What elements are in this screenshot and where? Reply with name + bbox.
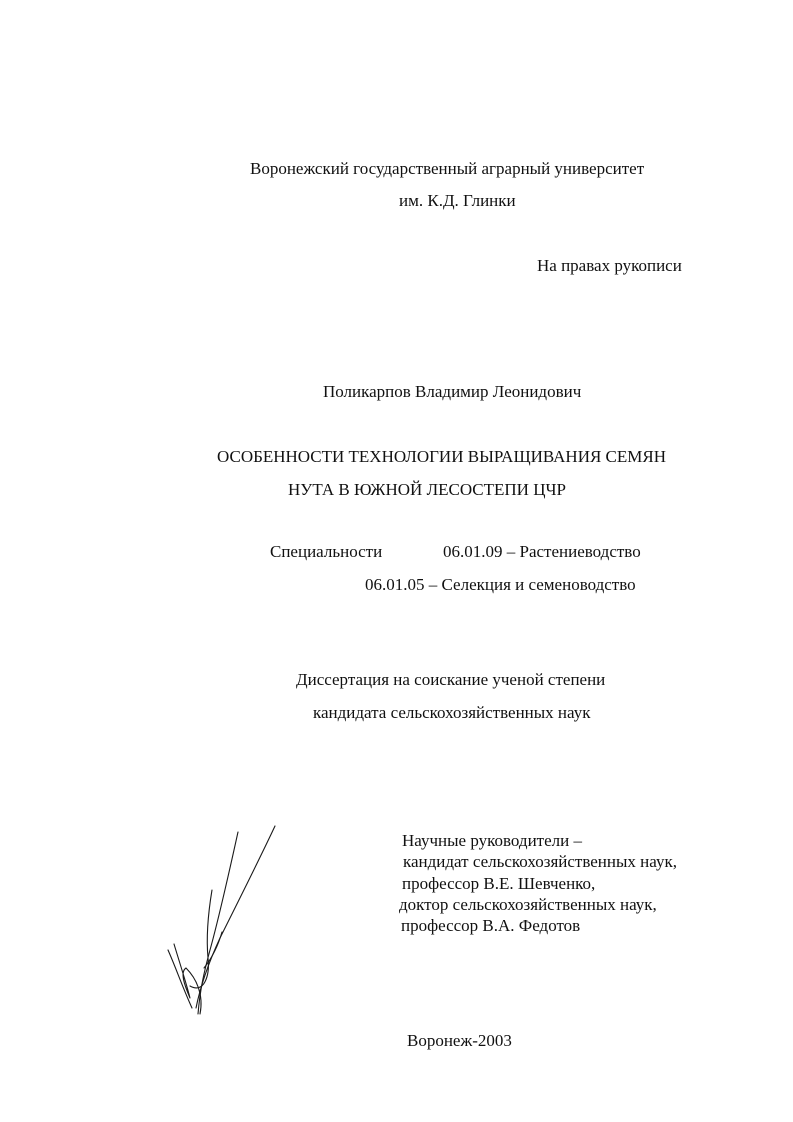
dissertation-line-2: кандидата сельскохозяйственных наук (313, 703, 591, 722)
thesis-title-line-2: НУТА В ЮЖНОЙ ЛЕСОСТЕПИ ЦЧР (288, 480, 566, 499)
supervisor-line: кандидат сельскохозяйственных наук, (403, 852, 677, 871)
author-name: Поликарпов Владимир Леонидович (323, 382, 582, 401)
university-name: Воронежский государственный аграрный университет (250, 159, 645, 178)
thesis-title-line-1: ОСОБЕННОСТИ ТЕХНОЛОГИИ ВЫРАЩИВАНИЯ СЕМЯН (217, 447, 667, 466)
university-named-after: им. К.Д. Глинки (399, 191, 516, 210)
supervisor-line: профессор В.А. Федотов (401, 916, 581, 935)
dissertation-line-1: Диссертация на соискание ученой степени (296, 670, 606, 689)
specialties-label: Специальности (270, 542, 383, 561)
signature-stroke (190, 890, 212, 988)
city-year: Воронеж-2003 (407, 1031, 512, 1050)
signature-stroke (198, 832, 238, 1014)
supervisors-heading: Научные руководители – (402, 831, 582, 850)
handwritten-signature (160, 818, 290, 1028)
manuscript-note: На правах рукописи (537, 256, 682, 275)
specialty-item: 06.01.05 – Селекция и семеноводство (365, 575, 636, 594)
signature-stroke (196, 826, 275, 1008)
supervisor-line: профессор В.Е. Шевченко, (402, 874, 596, 893)
supervisor-line: доктор сельскохозяйственных наук, (399, 895, 657, 914)
signature-stroke (168, 950, 192, 1008)
specialty-item: 06.01.09 – Растениеводство (443, 542, 641, 561)
